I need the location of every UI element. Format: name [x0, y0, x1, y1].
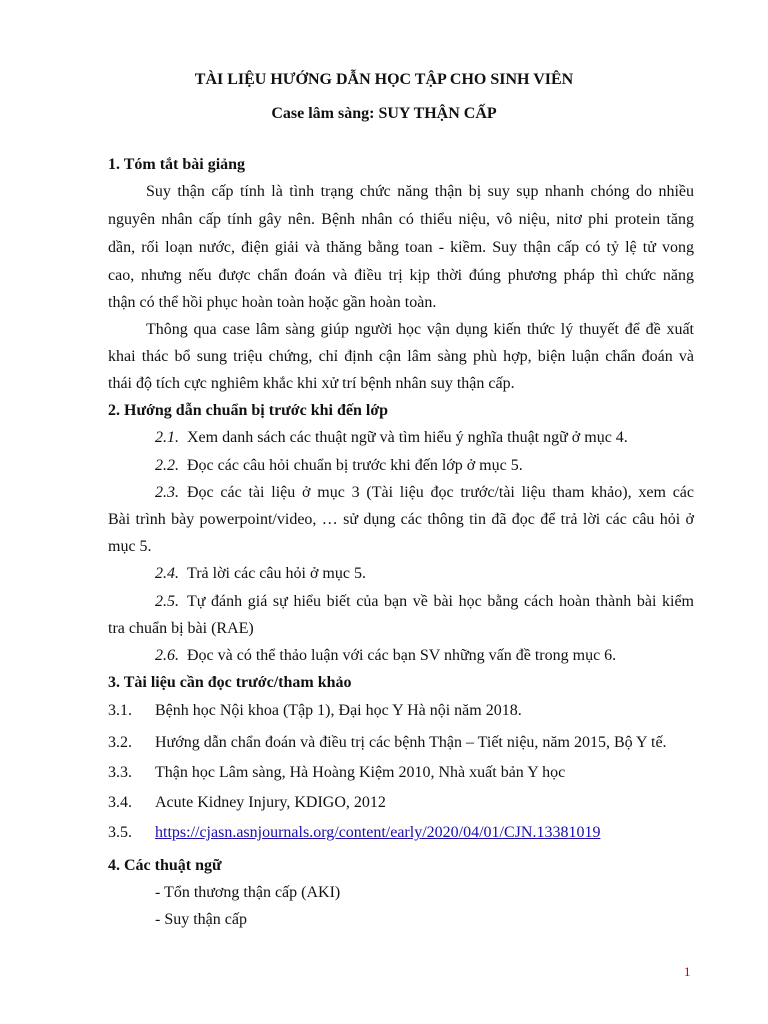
- reference-link[interactable]: https://cjasn.asnjournals.org/content/early/2020/04/01/CJN.13381019: [155, 824, 601, 841]
- section-2-heading: 2. Hướng dẫn chuẩn bị trước khi đến lớp: [108, 402, 389, 419]
- instruction-text: Tự đánh giá sự hiểu biết của bạn về bài học bằng cách hoàn thành bài kiểm: [187, 593, 694, 610]
- instruction-number: 2.6.: [155, 647, 179, 664]
- section-1-paragraph-1-line: dần, rối loạn nước, điện giải và thăng bằng toan - kiềm. Suy thận cấp có tỷ lệ tử vong: [108, 239, 694, 256]
- section-1-paragraph-1-line: nguyên nhân cấp tính gây nên. Bệnh nhân có thiểu niệu, vô niệu, nitơ phi protein tăng: [108, 211, 694, 228]
- section-3-heading: 3. Tài liệu cần đọc trước/tham khảo: [108, 674, 352, 691]
- instruction-number: 2.3.: [155, 484, 179, 501]
- reference-number: 3.5.: [108, 824, 132, 841]
- reference-text: Acute Kidney Injury, KDIGO, 2012: [155, 794, 386, 811]
- instruction-text: Đọc và có thể thảo luận với các bạn SV những vấn đề trong mục 6.: [187, 647, 617, 664]
- section-1-heading: 1. Tóm tắt bài giảng: [108, 156, 246, 173]
- reference-number: 3.3.: [108, 764, 132, 781]
- instruction-text-continued: mục 5.: [108, 538, 152, 555]
- section-1-paragraph-1-line: thận có thể hồi phục hoàn toàn hoặc gần hoàn toàn.: [108, 294, 437, 311]
- section-1-paragraph-2-line: thái độ tích cực nghiêm khắc khi xử trí bệnh nhân suy thận cấp.: [108, 375, 515, 392]
- reference-item: [108, 701, 522, 721]
- reference-text: Thận học Lâm sàng, Hà Hoàng Kiệm 2010, Nhà xuất bản Y học: [155, 764, 566, 781]
- instruction-number: 2.4.: [155, 565, 179, 582]
- section-1-paragraph-1-line: Suy thận cấp tính là tình trạng chức năng thận bị suy sụp nhanh chóng do nhiều: [146, 183, 694, 200]
- instruction-item: [155, 428, 628, 448]
- instruction-item: [155, 456, 523, 476]
- instruction-item: [155, 564, 366, 584]
- instruction-text: Đọc các tài liệu ở mục 3 (Tài liệu đọc trước/tài liệu tham khảo), xem các: [187, 484, 694, 501]
- section-1-paragraph-1-line: cao, nhưng nếu được chẩn đoán và điều trị kịp thời đúng phương pháp thì chức năng: [108, 267, 694, 284]
- instruction-item: [155, 483, 694, 503]
- instruction-text-continued: Bài trình bày powerpoint/video, … sử dụng các thông tin đã đọc để trả lời các câu hỏi ở: [108, 511, 694, 528]
- reference-item: [108, 763, 565, 783]
- instruction-text-continued: tra chuẩn bị bài (RAE): [108, 620, 254, 637]
- reference-number: 3.2.: [108, 734, 132, 751]
- page-number: 1: [684, 964, 691, 979]
- section-1-paragraph-2-line: Thông qua case lâm sàng giúp người học vận dụng kiến thức lý thuyết để đề xuất: [146, 321, 694, 338]
- reference-number: 3.1.: [108, 702, 132, 719]
- section-1-paragraph-2-line: khai thác bổ sung triệu chứng, chỉ định cận lâm sàng phù hợp, biện luận chẩn đoán và: [108, 348, 694, 365]
- reference-item: [108, 793, 386, 813]
- document-subtitle: Case lâm sàng: SUY THẬN CẤP: [271, 105, 497, 122]
- instruction-number: 2.1.: [155, 429, 179, 446]
- term-item: - Suy thận cấp: [155, 911, 247, 928]
- instruction-text: Trả lời các câu hỏi ở mục 5.: [187, 565, 366, 582]
- document-title: TÀI LIỆU HƯỚNG DẪN HỌC TẬP CHO SINH VIÊN: [194, 71, 574, 88]
- instruction-item: [155, 646, 616, 666]
- reference-number: 3.4.: [108, 794, 132, 811]
- instruction-number: 2.2.: [155, 457, 179, 474]
- instruction-number: 2.5.: [155, 593, 179, 610]
- instruction-text: Xem danh sách các thuật ngữ và tìm hiểu ý nghĩa thuật ngữ ở mục 4.: [187, 429, 628, 446]
- term-item: - Tổn thương thận cấp (AKI): [155, 884, 341, 901]
- reference-text: Bệnh học Nội khoa (Tập 1), Đại học Y Hà nội năm 2018.: [155, 702, 522, 719]
- instruction-text: Đọc các câu hỏi chuẩn bị trước khi đến lớp ở mục 5.: [187, 457, 523, 474]
- instruction-item: [155, 592, 694, 612]
- section-4-heading: 4. Các thuật ngữ: [108, 857, 222, 874]
- reference-text: Hướng dẫn chẩn đoán và điều trị các bệnh Thận – Tiết niệu, năm 2015, Bộ Y tế.: [155, 734, 667, 751]
- reference-item: [108, 823, 600, 843]
- reference-item: [108, 733, 667, 753]
